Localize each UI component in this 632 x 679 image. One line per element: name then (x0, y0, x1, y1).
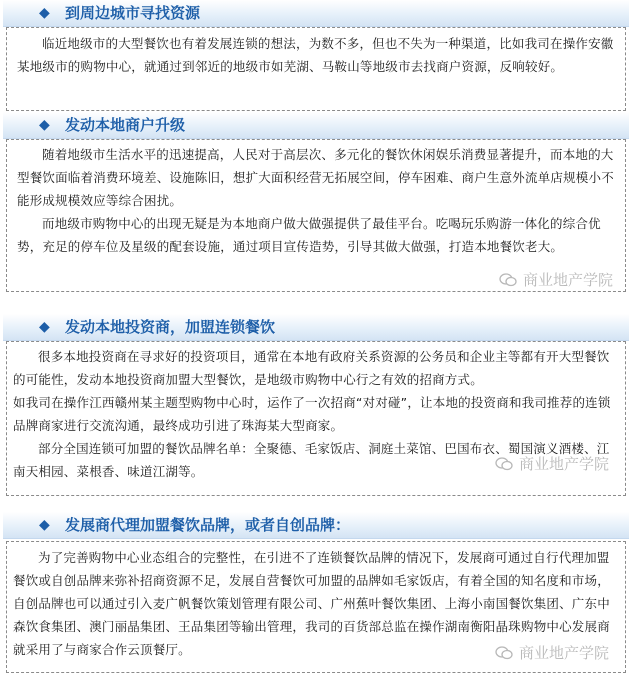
section-body (6, 341, 626, 496)
paragraph: 随着地级市生活水平的迅速提高，人民对于高层次、多元化的餐饮休闲娱乐消费显著提升，而本地的大型餐饮面临着消费环境差、设施陈旧，想扩大面积经营无拓展空间，停车困难、商户生意外流单店规模小不能形成规模效应等综合困扰。 (17, 147, 614, 208)
paragraph: 为了完善购物中心业态组合的完整性，在引进不了连锁餐饮品牌的情况下，发展商可通过自行代理加盟餐饮或自创品牌来弥补招商资源不足，发展自营餐饮可加盟的品牌如毛家饭店，有着全国的知名度和市场，自创品牌也可以通过引入麦广帆餐饮策划管理有限公司、广州蕉叶餐饮集团、上海小南国餐饮集团、广东中森饮食集团、澳门丽晶集团、王品集团等输出管理，我司的百货部总监在操作湖南衡阳晶珠购物中心发展商就采用了与商家合作云顶餐厅。 (13, 550, 610, 657)
section-header (3, 512, 629, 539)
section-title: 发动本地商户升级 (65, 116, 186, 134)
paragraph: 部分全国连锁可加盟的餐饮品牌名单：全聚德、毛家饭店、洞庭土菜馆、巴国布衣、蜀国演义酒楼、江南天相园、菜根香、味道江湖等。 (13, 441, 610, 479)
watermark (495, 455, 609, 473)
section-body (6, 139, 626, 292)
wechat-icon (495, 457, 513, 471)
paragraph: 临近地级市的大型餐饮也有着发展连锁的想法，为数不多，但也不失为一种渠道，比如我司在操作安徽某地级市的购物中心，就通过到邻近的地级市如芜湖、马鞍山等地级市去找商户资源，反响较好。 (17, 36, 614, 74)
watermark (499, 271, 613, 289)
watermark (495, 644, 609, 662)
diamond-bullet-icon: ◆ (39, 117, 50, 133)
section-header (3, 112, 629, 139)
diamond-bullet-icon: ◆ (39, 5, 50, 21)
paragraph: 如我司在操作江西赣州某主题型购物中心时，运作了一次招商“对对碰”，让本地的投资商和我司推荐的连锁品牌商家进行交流沟通，最终成功引进了珠海某大型商家。 (13, 395, 611, 433)
watermark-text: 商业地产学院 (522, 271, 613, 289)
section-header (3, 0, 629, 27)
section-title: 发展商代理加盟餐饮品牌，或者自创品牌： (65, 516, 351, 534)
section-title: 到周边城市寻找资源 (65, 4, 201, 22)
watermark-text: 商业地产学院 (518, 644, 609, 662)
section-body (6, 27, 626, 111)
wechat-icon (499, 273, 517, 287)
diamond-bullet-icon: ◆ (39, 517, 50, 533)
section-header (3, 314, 629, 341)
section-body (6, 541, 626, 673)
diamond-bullet-icon: ◆ (39, 319, 50, 335)
watermark-text: 商业地产学院 (518, 455, 609, 473)
paragraph: 而地级市购物中心的出现无疑是为本地商户做大做强提供了最佳平台。吃喝玩乐购游一体化的综合优势，充足的停车位及星级的配套设施，通过项目宣传造势，引导其做大做强，打造本地餐饮老大。 (17, 216, 601, 254)
section-title: 发动本地投资商，加盟连锁餐饮 (65, 318, 276, 336)
wechat-icon (495, 646, 513, 660)
paragraph: 很多本地投资商在寻求好的投资项目，通常在本地有政府关系资源的公务员和企业主等都有开大型餐饮的可能性，发动本地投资商加盟大型餐饮，是地级市购物中心行之有效的招商方式。 (13, 349, 610, 387)
